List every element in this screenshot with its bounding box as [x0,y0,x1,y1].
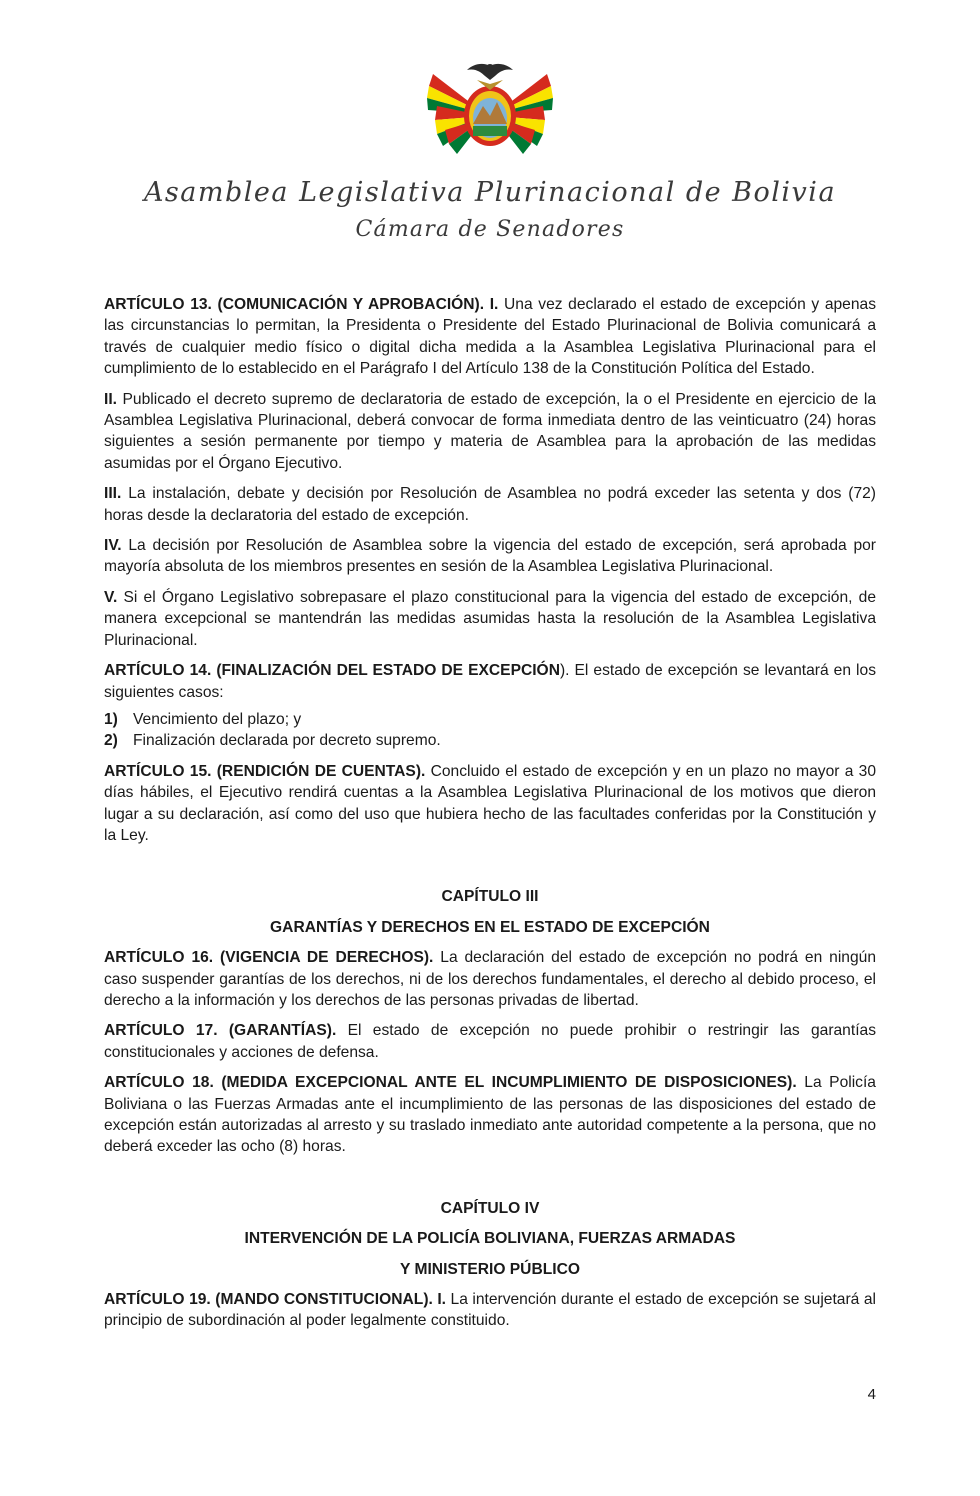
list-item [104,709,876,730]
paragraph-number: V. [104,588,118,606]
article-18-text: La Policía Boliviana o las Fuerzas Armadas ante el incumplimiento de las personas de las disposiciones del estado de excepción están autorizadas al arresto y su traslado inmediato ante autoridad competente a la persona, que no deberá exceder las ocho (8) horas. [104,1074,876,1156]
article-14-text: ). El estado de excepción se levantará en los siguientes casos: [104,662,876,701]
article-17-heading: ARTÍCULO 17. (GARANTÍAS). [104,1022,337,1040]
article-19-text: La intervención durante el estado de excepción se sujetará al principio de subordinación al poder legalmente constituido. [104,1291,876,1330]
paragraph-text: Publicado el decreto supremo de declaratoria de estado de excepción, la o el Presidente en ejercicio de la Asamblea Legislativa Plurinacional, deberá convocar de forma inmediata dentro de las veinticuatro (24) horas siguientes a sesión permanente por tiempo y materia de Asamblea para la aprobación de las medidas asumidas por el Órgano Ejecutivo. [104,390,876,472]
article-13-paragraph-4 [104,535,876,578]
paragraph-number: IV. [104,537,122,555]
article-18 [104,1072,876,1158]
article-15-text: Concluido el estado de excepción y en un plazo no mayor a 30 días hábiles, el Ejecutivo rendirá cuentas a la Asamblea Legislativa Plurinacional de los motivos que dieron lugar a su declaración, así como del uso que hubiera hecho de las facultades conferidas por la Constitución y la Ley. [104,762,876,844]
chapter-3-title: GARANTÍAS Y DERECHOS EN EL ESTADO DE EXCEPCIÓN [270,918,710,936]
article-14-heading: ARTÍCULO 14. (FINALIZACIÓN DEL ESTADO DE EXCEPCIÓN [104,662,560,680]
article-13-paragraph-2 [104,389,876,475]
article-13-paragraph-5 [104,587,876,651]
article-13-heading: ARTÍCULO 13. (COMUNICACIÓN Y APROBACIÓN). I. [104,296,499,313]
list-item-number: 2) [104,732,118,750]
article-16 [104,947,876,1011]
chapter-4-label: CAPÍTULO IV [440,1199,540,1217]
article-13-paragraph-1 [104,294,876,380]
paragraph-number: III. [104,485,122,503]
paragraph-text: Si el Órgano Legislativo sobrepasare el plazo constitucional para la vigencia del estado de excepción, de manera excepcional se mantendrán las medidas asumidas hasta la resolución de la Asamblea Legislativa Plurinacional. [104,588,876,649]
chamber-name: Cámara de Senadores [355,217,625,242]
list-item [104,730,876,751]
chapter-4-title-line-1: INTERVENCIÓN DE LA POLICÍA BOLIVIANA, FUERZAS ARMADAS [244,1230,736,1248]
article-13-paragraph-3 [104,483,876,526]
article-15-heading: ARTÍCULO 15. (RENDICIÓN DE CUENTAS). [104,762,426,780]
chapter-4-title-line-2: Y MINISTERIO PÚBLICO [400,1260,580,1278]
page-number: 4 [867,1386,876,1403]
article-14-list [104,709,876,752]
article-18-heading: ARTÍCULO 18. (MEDIDA EXCEPCIONAL ANTE EL INCUMPLIMIENTO DE DISPOSICIONES). [104,1074,797,1092]
letterhead [0,44,980,244]
article-14 [104,660,876,703]
document-body [104,294,876,1341]
article-17 [104,1020,876,1063]
bolivia-coat-of-arms-icon [415,44,565,164]
chapter-3-label: CAPÍTULO III [441,888,539,906]
article-19-heading: ARTÍCULO 19. (MANDO CONSTITUCIONAL). I. [104,1291,447,1309]
list-item-text: Vencimiento del plazo; y [133,710,302,728]
paragraph-text: La decisión por Resolución de Asamblea sobre la vigencia del estado de excepción, será aprobada por mayoría absoluta de los miembros presentes en sesión de la Asamblea Legislativa Plurinacional. [104,537,876,576]
paragraph-number: II. [104,390,117,408]
article-15 [104,761,876,847]
list-item-number: 1) [104,710,118,728]
institution-name: Asamblea Legislativa Plurinacional de Bolivia [143,177,837,208]
list-item-text: Finalización declarada por decreto supremo. [133,732,441,750]
article-17-text: El estado de excepción no puede prohibir o restringir las garantías constitucionales y acciones de defensa. [104,1022,876,1061]
article-16-text: La declaración del estado de excepción no podrá en ningún caso suspender garantías de los derechos, ni de los derechos fundamentales, el derecho al debido proceso, el derecho a la información y los derechos de las personas privadas de libertad. [104,949,876,1009]
paragraph-text: La instalación, debate y decisión por Resolución de Asamblea no podrá exceder las setenta y dos (72) horas desde la declaratoria del estado de excepción. [104,485,876,524]
article-13-text: Una vez declarado el estado de excepción y apenas las circunstancias lo permitan, la Presidenta o Presidente del Estado Plurinacional de Bolivia comunicará a través de cualquier medio físico o digital dicha medida a la Asamblea Legislativa Plurinacional para el cumplimiento de lo establecido en el Parágrafo I del Artículo 138 de la Constitución Política del Estado. [104,296,876,378]
article-16-heading: ARTÍCULO 16. (VIGENCIA DE DERECHOS). [104,949,434,967]
article-19 [104,1289,876,1332]
